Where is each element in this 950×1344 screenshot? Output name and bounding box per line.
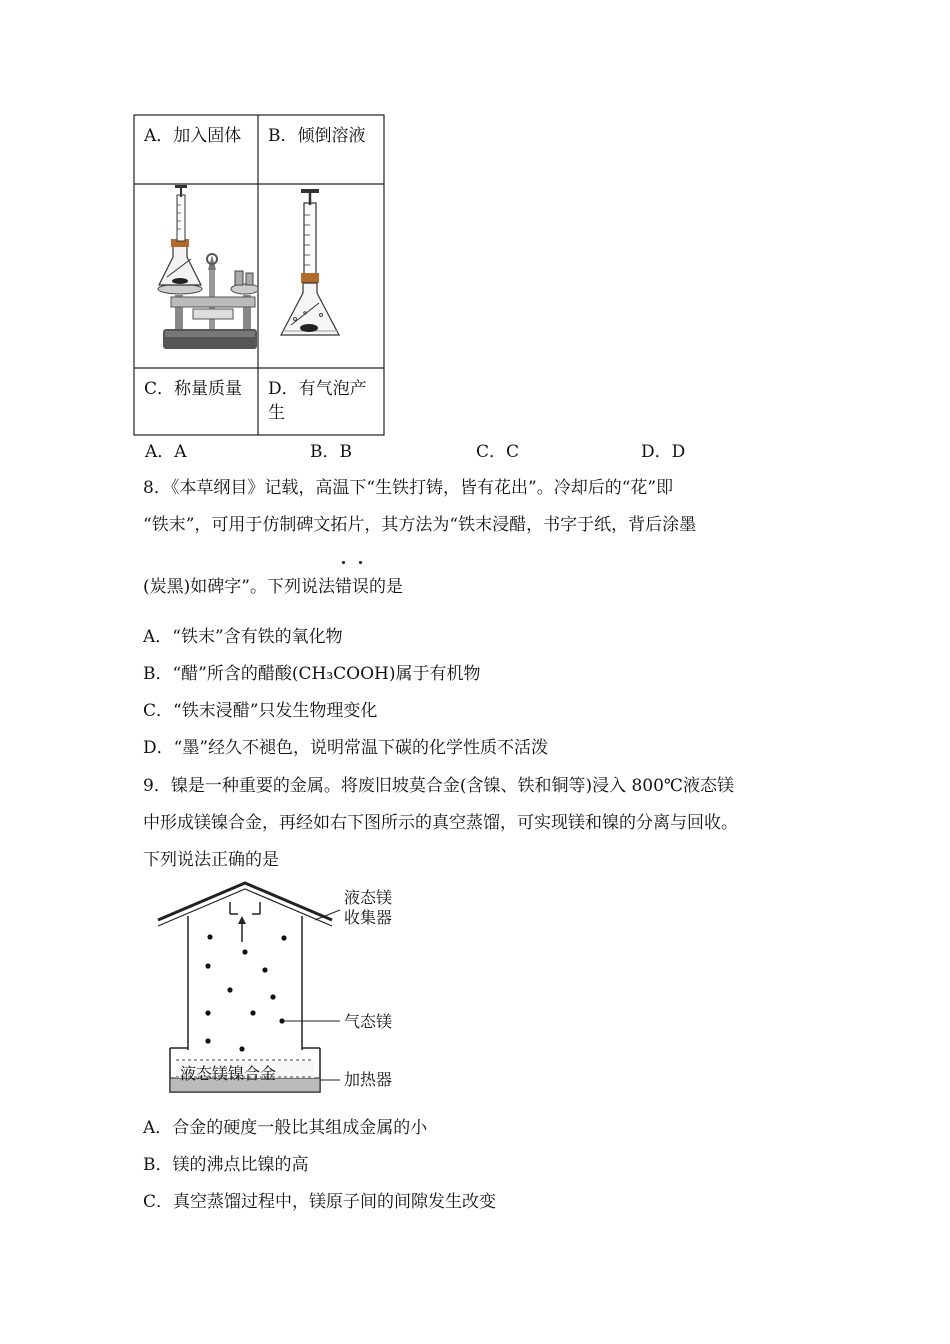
q9-stem-line-3: 下列说法正确的是 [143, 850, 279, 870]
q9-option-a[interactable]: A．合金的硬度一般比其组成金属的小 [143, 1118, 428, 1138]
emphasis-char-1: 错 [334, 577, 352, 597]
gas-magnesium-atoms [205, 934, 286, 1051]
cell-b-label: B．倾倒溶液 [268, 126, 366, 146]
q7-choice-d[interactable]: D．D [641, 442, 686, 462]
q8-option-a[interactable]: A．“铁末”含有铁的氧化物 [143, 627, 343, 647]
q8-option-d[interactable]: D．“墨”经久不褪色，说明常温下碳的化学性质不活泼 [143, 738, 549, 758]
label-heater: 加热器 [344, 1070, 393, 1089]
cell-d-label: D．有气泡产生 [268, 379, 367, 423]
q9-option-c[interactable]: C．真空蒸馏过程中，镁原子间的间隙发生改变 [143, 1192, 497, 1212]
q8-stem-line-3 [143, 575, 403, 599]
q9-option-b[interactable]: B．镁的沸点比镍的高 [143, 1155, 309, 1175]
q8-stem-line-2: “铁末”，可用于仿制碑文拓片，其方法为“铁末浸醋，书字于纸，背后涂墨 [143, 515, 697, 535]
label-liquid-alloy: 液态镁镍合金 [180, 1064, 277, 1083]
emphasis-char-2: 误 [351, 577, 369, 597]
q9-stem-line-2: 中形成镁镍合金，再经如右下图所示的真空蒸馏，可实现镁和镍的分离与回收。 [143, 813, 738, 833]
q9-stem-line-1: 9．镍是一种重要的金属。将废旧坡莫合金(含镍、铁和铜等)浸入 800℃液态镁 [143, 776, 734, 796]
q7-choice-a[interactable]: A．A [145, 442, 187, 462]
label-gaseous-mg: 气态镁 [344, 1012, 393, 1031]
q8-option-c[interactable]: C．“铁末浸醋”只发生物理变化 [143, 701, 378, 721]
balance-apparatus-image [135, 185, 257, 367]
flask-syringe-image [259, 185, 383, 367]
q8-stem-line-3-start: (炭黑)如碑字”。下列说法 [143, 577, 335, 597]
label-liquid-mg-collector-2: 收集器 [344, 908, 393, 927]
q7-choice-b[interactable]: B．B [310, 442, 352, 462]
q8-stem-line-3-end: 的是 [368, 577, 403, 597]
label-liquid-mg-collector-1: 液态镁 [344, 888, 393, 907]
cell-a-label: A．加入固体 [144, 126, 242, 146]
q8-option-b[interactable]: B．“醋”所含的醋酸(CH₃COOH)属于有机物 [143, 664, 481, 684]
cell-c-label: C．称量质量 [144, 379, 243, 399]
q7-choice-c[interactable]: C．C [476, 442, 520, 462]
q8-stem-line-1: 8．《本草纲目》记载，高温下“生铁打铸，皆有花出”。冷却后的“花”即 [143, 478, 674, 498]
